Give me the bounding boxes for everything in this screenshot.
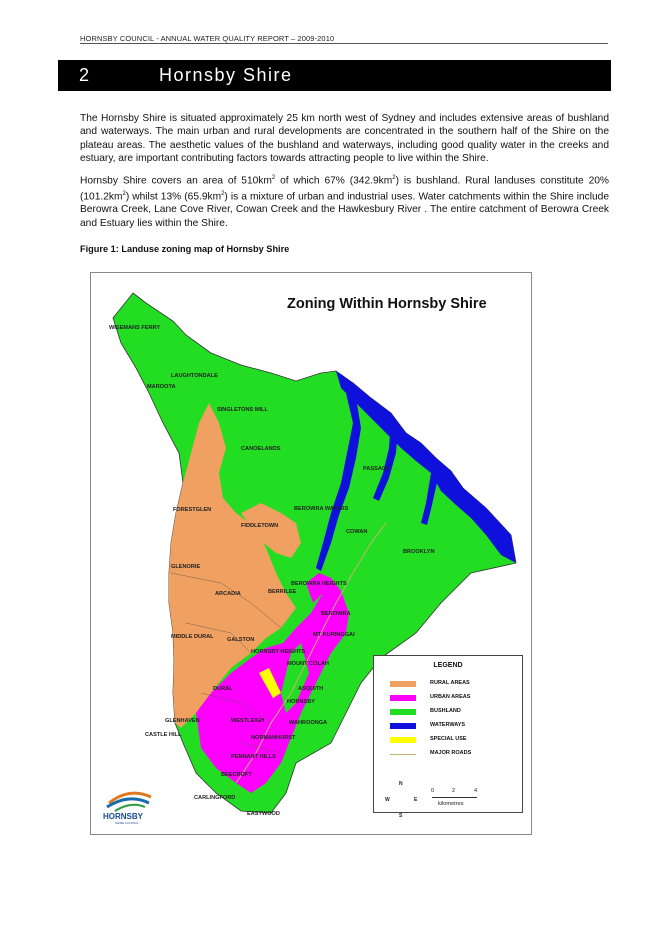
- compass-s: S: [399, 813, 403, 819]
- legend-swatch: [390, 695, 416, 701]
- section-heading-bar: [58, 60, 611, 91]
- map-legend: LEGEND RURAL AREAS URBAN AREAS BUSHLAND WATERWAYS SPECIAL USE MAJOR ROADS: [373, 655, 523, 813]
- section-title: Hornsby Shire: [159, 65, 293, 85]
- place-label: EASTWOOD: [247, 811, 280, 817]
- place-label: WESTLEIGH: [231, 718, 265, 724]
- area-paragraph: Hornsby Shire covers an area of $510km^2$ of which 67% $(342.9km^2)$ is bushland. Rural landuses constitute 20% $(101.2km^2)$ whilst 13% $(65.9km^2)$ is a mixture of urban and industrial uses. Water catchments within the Shire include Berowra Creek, Lane Cove River, Cowan Creek and the Hawkesbury River . The entire catchment of Berowra Creek and Estuary lies within the Shire.: [80, 175, 609, 229]
- map-title: Zoning Within Hornsby Shire: [287, 296, 487, 312]
- place-label: BEECROFT: [221, 772, 252, 778]
- place-label: MIDDLE DURAL: [171, 634, 214, 640]
- hornsby-council-logo: HORNSBY SHIRE COUNCIL: [101, 785, 157, 825]
- place-label: PENNANT HILLS: [231, 754, 276, 760]
- place-label: CARLINGFORD: [194, 795, 236, 801]
- place-label: WISEMANS FERRY: [109, 325, 161, 331]
- legend-swatch: [390, 709, 416, 715]
- running-header: HORNSBY COUNCIL - ANNUAL WATER QUALITY REPORT – 2009-2010: [80, 34, 335, 43]
- place-label: BEROWRA WATERS: [294, 506, 349, 512]
- header-rule: [80, 43, 608, 44]
- legend-swatch: [390, 737, 416, 743]
- place-label: BERRILEE: [268, 589, 297, 595]
- place-label: MAROOTA: [147, 384, 176, 390]
- place-label: BEROWRA HEIGHTS: [291, 581, 347, 587]
- place-label: SINGLETONS MILL: [217, 407, 268, 413]
- place-label: WAHROONGA: [289, 720, 328, 726]
- place-label: CASTLE HILL: [145, 732, 182, 738]
- place-label: FORESTGLEN: [173, 507, 212, 513]
- place-label: MOUNT COLAH: [287, 661, 329, 667]
- place-label: MT KURINGGAI: [313, 632, 355, 638]
- section-number: 2: [79, 65, 91, 85]
- place-label: GLENHAVEN: [165, 718, 200, 724]
- logo-swoosh-icon: [101, 785, 157, 813]
- intro-paragraph: The Hornsby Shire is situated approximately 25 km north west of Sydney and includes extensive areas of bushland and waterways. The main urban and rural developments are concentrated in the southern half of the Shire on the plateau areas. The aesthetic values of the bushland and waterways, including good quality water in the creeks and estuary, are important contributing factors towards attracting people to live within the Shire.: [80, 113, 609, 164]
- zoning-map: Zoning Within Hornsby Shire WISEMANS FERRY LAUGHTONDALE MAROOTA SINGLETONS MILL CANOELANDS PASSAGE FORESTGLEN BEROWRA WATERS FIDDLETOWN COWAN BROOKLYN GLENORIE BEROWRA HEIGHTS ARCADIA BERRILEE BEROWRA MIDDLE DURAL GALSTON MT KURINGGAI HORNSBY HEIGHTS MOUNT COLAH DURAL ASQUITH HORNSBY GLENHAVEN WESTLEIGH WAHROONGA CASTLE HILL NORMANHURST PENNANT HILLS BEECROFT CARLINGFORD EASTWOOD LEGEND RURAL AREAS URBAN AREAS BUSHLAND WATERWAYS SPECIAL USE MAJOR ROADS N S W E 0 2 4 kilometres HORNSBY SHIRE COUNCIL: [90, 272, 532, 835]
- place-label: LAUGHTONDALE: [171, 373, 218, 379]
- legend-swatch: [390, 723, 416, 729]
- place-label: DURAL: [213, 686, 233, 692]
- place-label: GLENORIE: [171, 564, 201, 570]
- place-label: PASSAGE: [363, 466, 390, 472]
- place-label: HORNSBY HEIGHTS: [251, 649, 306, 655]
- compass-e: E: [414, 797, 418, 803]
- legend-title: LEGEND: [433, 662, 463, 669]
- figure-caption: Figure 1: Landuse zoning map of Hornsby Shire: [80, 244, 290, 254]
- place-label: FIDDLETOWN: [241, 523, 279, 529]
- place-label: NORMANHURST: [251, 735, 296, 741]
- compass-n: N: [399, 781, 403, 787]
- scale-line: [432, 797, 477, 798]
- place-label: COWAN: [346, 529, 368, 535]
- place-label: GALSTON: [227, 637, 255, 643]
- place-label: CANOELANDS: [241, 446, 281, 452]
- place-label: BROOKLYN: [403, 549, 435, 555]
- legend-swatch: [390, 754, 416, 755]
- place-label: ARCADIA: [215, 591, 241, 597]
- place-label: HORNSBY: [287, 699, 315, 705]
- place-label: BEROWRA: [321, 611, 351, 617]
- legend-swatch: [390, 681, 416, 687]
- compass-w: W: [385, 797, 390, 803]
- place-label: ASQUITH: [298, 686, 324, 692]
